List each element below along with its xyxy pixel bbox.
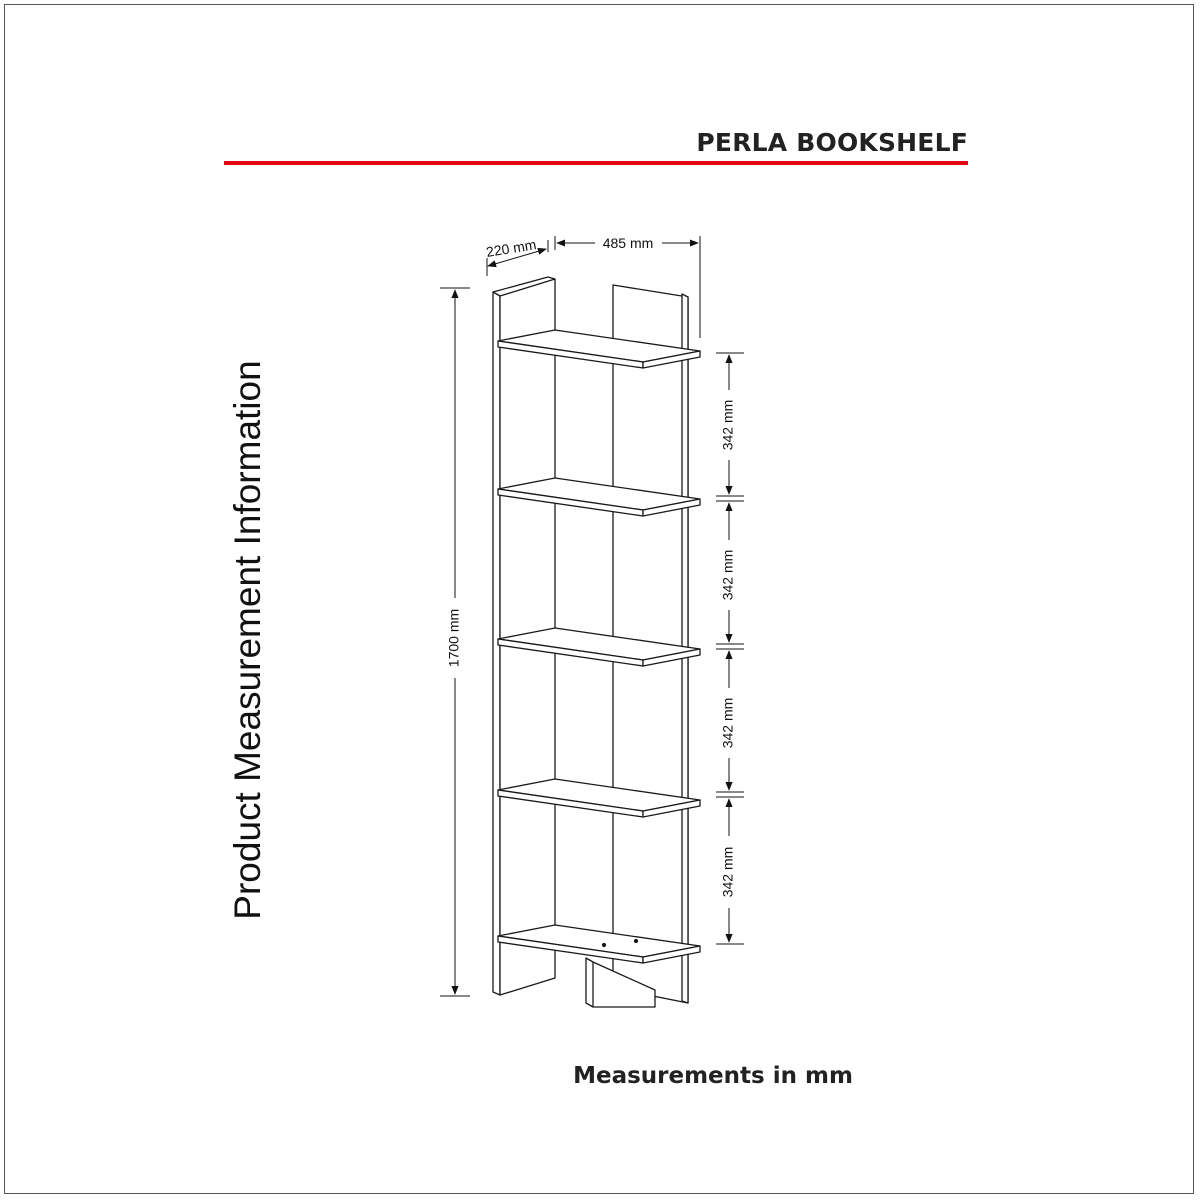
product-title: PERLA BOOKSHELF [696,128,968,157]
shelf-spacing-label: 342 mm [719,846,736,898]
shelf-spacing-label: 342 mm [719,549,736,601]
bookshelf-outline [493,277,700,1007]
shelf-spacing-label: 342 mm [719,399,736,451]
vertical-section-title: Product Measurement Information [227,360,268,920]
width-label: 485 mm [602,235,654,251]
depth-label: 220 mm [484,236,538,260]
shelf-spacing-label: 342 mm [719,697,736,749]
height-label: 1700 mm [445,608,462,668]
measurements-note: Measurements in mm [573,1063,853,1089]
